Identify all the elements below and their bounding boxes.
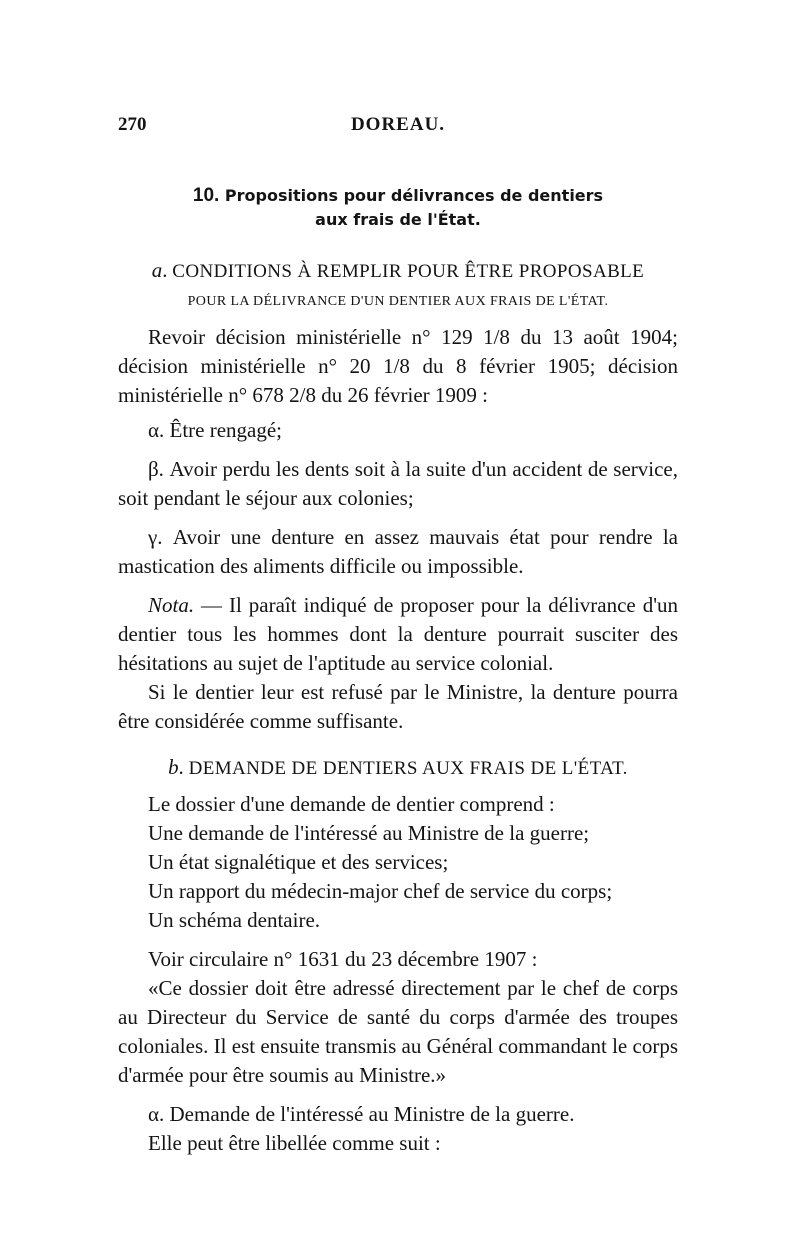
- subsection-b-heading: [118, 753, 678, 785]
- paragraph-dossier: Le dossier d'une demande de dentier comprend :: [148, 792, 555, 816]
- paragraph-beta: β. Avoir perdu les dents soit à la suite d'un accident de service, soit pendant le séjour aux colonies;: [118, 457, 678, 510]
- section-title-line-1: [118, 184, 678, 208]
- paragraph-alpha: α. Être rengagé;: [148, 418, 283, 442]
- paragraph-gamma: γ. Avoir une denture en assez mauvais état pour rendre la mastication des aliments difficile ou impossible.: [118, 525, 678, 578]
- paragraph-intro: Revoir décision ministérielle n° 129 1/8 du 13 août 1904; décision ministérielle n° 20 1/8 du 8 février 1905; décision ministérielle n° 678 2/8 du 26 février 1909 :: [118, 325, 678, 407]
- subsection-a-title-1: CONDITIONS À REMPLIR POUR ÊTRE PROPOSABLE: [172, 261, 645, 282]
- paragraph-refus: Si le dentier leur est refusé par le Ministre, la denture pourra être considérée comme suffisante.: [118, 680, 678, 733]
- section-title-text-1: Propositions pour délivrances de dentiers: [224, 186, 604, 205]
- list-item: Une demande de l'intéressé au Ministre de la guerre;: [148, 821, 590, 845]
- running-head: DOREAU.: [350, 114, 446, 135]
- subsection-b-title: DEMANDE DE DENTIERS AUX FRAIS DE L'ÉTAT.: [188, 758, 628, 779]
- subsection-a-title-2: POUR LA DÉLIVRANCE D'UN DENTIER AUX FRAIS DE L'ÉTAT.: [187, 294, 609, 309]
- section-number: 10.: [192, 185, 220, 206]
- subsection-b-body: [118, 790, 678, 1158]
- paragraph-b-alpha: α. Demande de l'intéressé au Ministre de la guerre.: [148, 1102, 575, 1126]
- paragraph-libelle: Elle peut être libellée comme suit :: [148, 1131, 441, 1155]
- paragraph-nota: [118, 591, 678, 678]
- subsection-a-letter: a.: [151, 258, 169, 282]
- page-header: [118, 114, 678, 144]
- section-title: [118, 184, 678, 232]
- section-title-line-2: aux frais de l'État.: [315, 210, 481, 229]
- nota-label: Nota.: [148, 593, 195, 617]
- list-item: Un schéma dentaire.: [148, 908, 321, 932]
- subsection-a-line-1: [118, 256, 678, 288]
- subsection-a-heading: [118, 256, 678, 316]
- list-item: Un rapport du médecin-major chef de service du corps;: [148, 879, 613, 903]
- subsection-a-body: [118, 323, 678, 736]
- paragraph-quote: «Ce dossier doit être adressé directement par le chef de corps au Directeur du Service de santé du corps d'armée des troupes coloniales. Il est ensuite transmis au Général commandant le corps d'armée pour être soumis au Ministre.»: [118, 976, 678, 1087]
- nota-text: — Il paraît indiqué de proposer pour la délivrance d'un dentier tous les hommes dont la denture pourrait susciter des hésitations au sujet de l'aptitude au service colonial.: [118, 593, 678, 675]
- list-item: Un état signalétique et des services;: [148, 850, 449, 874]
- paragraph-circulaire: Voir circulaire n° 1631 du 23 décembre 1907 :: [148, 947, 538, 971]
- page-number: 270: [118, 114, 147, 135]
- subsection-b-letter: b.: [168, 755, 185, 779]
